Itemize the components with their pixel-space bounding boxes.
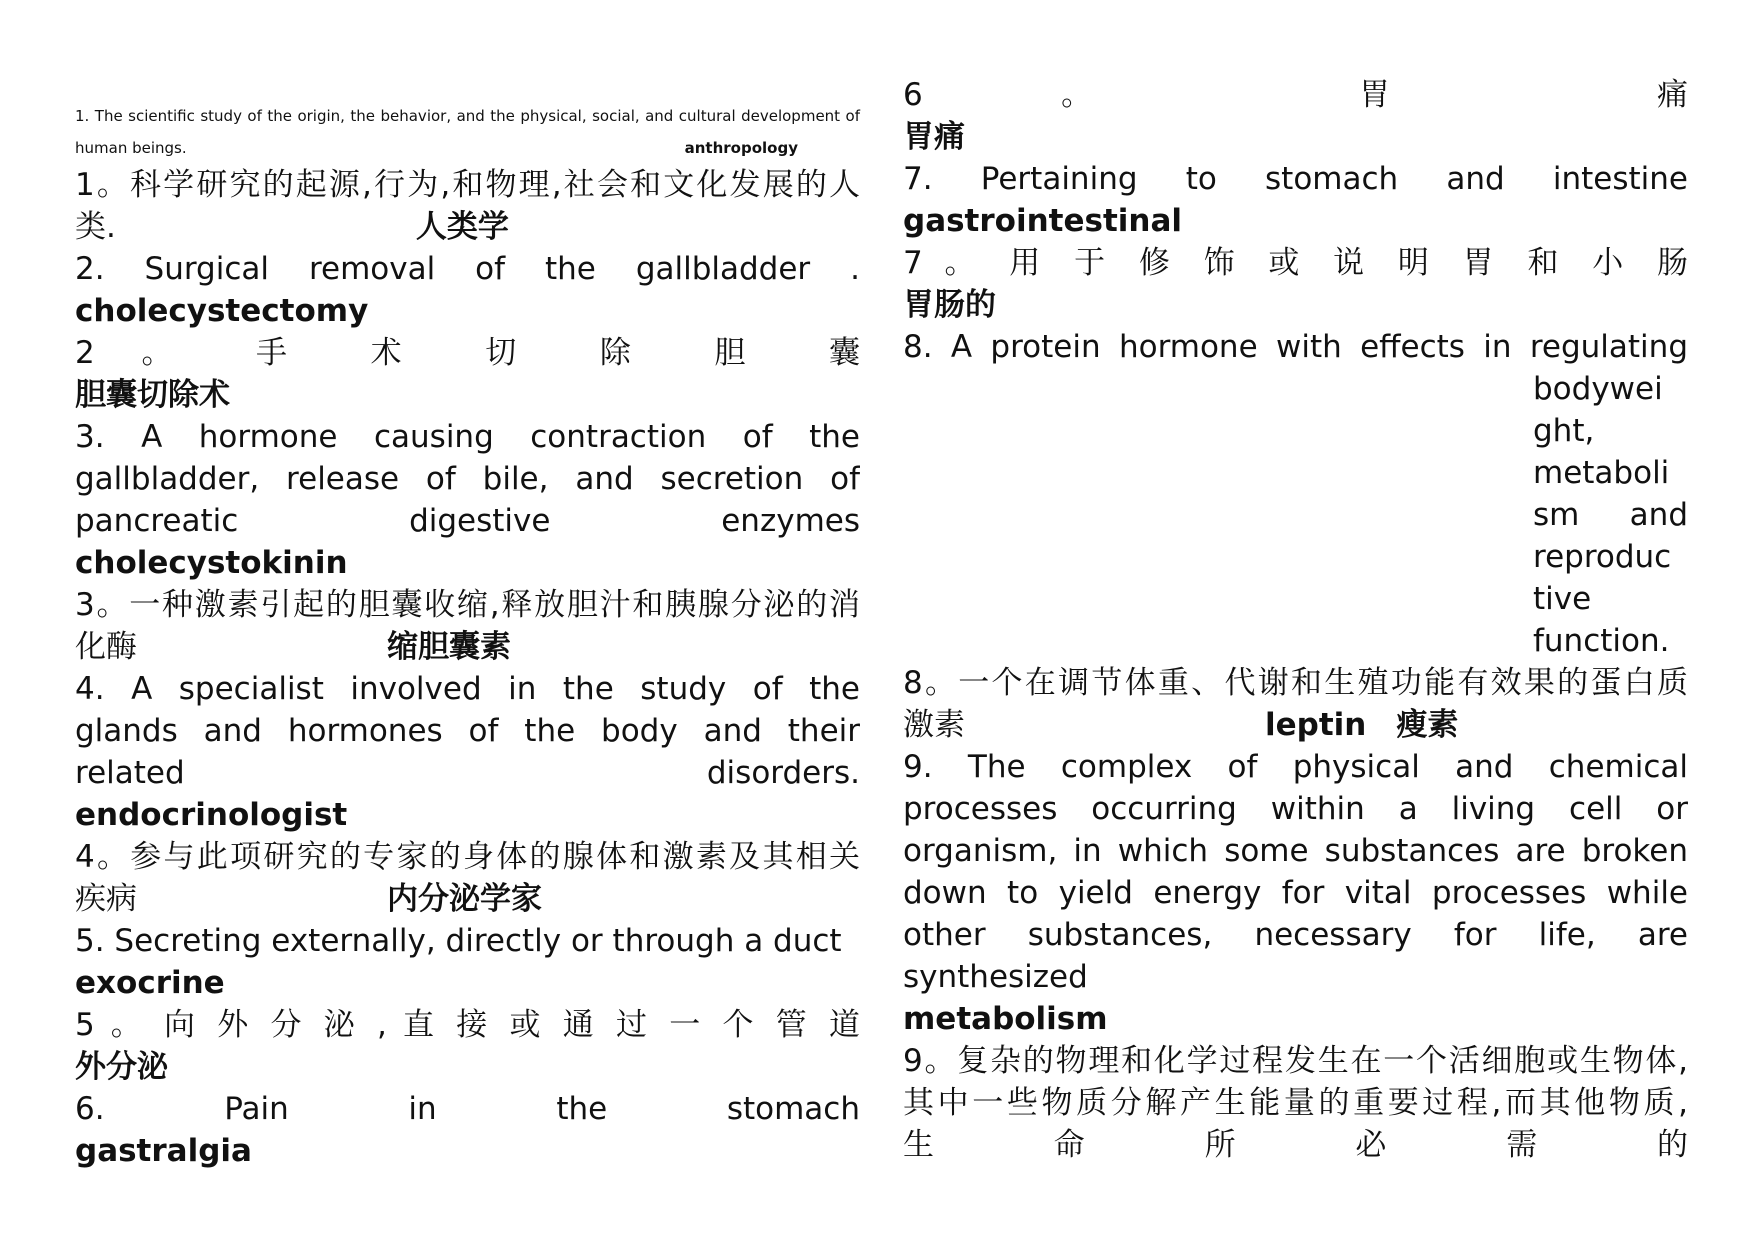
item3-zh-line1: 3。一种激素引起的胆囊收缩,释放胆汁和胰腺分泌的消 (75, 587, 860, 623)
item3-zh-text: 化酶 (75, 629, 137, 665)
item1-term: anthropology (684, 139, 798, 157)
item3-definition-line2: gallbladder, release of bile, and secretion of (75, 461, 860, 497)
item4-zh-text: 疾病 (75, 881, 137, 917)
item4-term: endocrinologist (75, 797, 348, 833)
item8-definition-wrap-2: ght, (1533, 413, 1595, 449)
item2-definition: 2. Surgical removal of the gallbladder . (75, 251, 860, 287)
item5-zh-term: 外分泌 (75, 1049, 168, 1085)
item6-zh: 6 。 胃 痛 (903, 77, 1688, 113)
item4-zh-line1: 4。参与此项研究的专家的身体的腺体和激素及其相关 (75, 839, 860, 875)
item8-definition-line1: 8. A protein hormone with effects in regulating (903, 329, 1688, 365)
item1-zh-term: 人类学 (415, 209, 509, 245)
item8-zh-line1: 8。一个在调节体重、代谢和生殖功能有效果的蛋白质 (903, 665, 1688, 701)
item3-term: cholecystokinin (75, 545, 348, 581)
item1-zh-line2 (75, 206, 860, 248)
item9-definition-line6: synthesized (903, 959, 1088, 995)
item8-definition-wrap-4: sm and (1533, 497, 1688, 533)
item1-definition-line2 (75, 132, 860, 164)
item2-zh-term: 胆囊切除术 (75, 377, 230, 413)
item6-term: gastralgia (75, 1133, 252, 1169)
item7-zh-term: 胃肠的 (903, 287, 996, 323)
item1-definition-text: human beings. (75, 139, 187, 157)
item9-definition-line3: organism, in which some substances are broken (903, 833, 1688, 869)
item4-zh-line2 (75, 878, 860, 920)
item6-zh-term: 胃痛 (903, 119, 965, 155)
item5-zh: 5 。 向 外 分 泌 , 直 接 或 通 过 一 个 管 道 (75, 1007, 860, 1043)
item6-definition: 6. Pain in the stomach (75, 1091, 860, 1127)
item3-definition-line3: pancreatic digestive enzymes (75, 503, 860, 539)
item9-zh-line2: 其中一些物质分解产生能量的重要过程,而其他物质, (903, 1085, 1688, 1121)
item8-definition-wrap-3: metaboli (1533, 455, 1670, 491)
item7-term: gastrointestinal (903, 203, 1183, 239)
item9-definition-line1: 9. The complex of physical and chemical (903, 749, 1688, 785)
item9-zh-line3: 生 命 所 必 需 的 (903, 1127, 1688, 1163)
item8-definition-wrap-7: function. (1533, 623, 1670, 659)
item8-definition-wrap-5: reproduc (1533, 539, 1672, 575)
item2-term: cholecystectomy (75, 293, 369, 329)
item4-zh-term: 内分泌学家 (387, 881, 542, 917)
item8-definition-wrap-1: bodywei (1533, 371, 1663, 407)
item8-definition-wrap-6: tive (1533, 581, 1592, 617)
item5-definition: 5. Secreting externally, directly or through a duct (75, 923, 842, 959)
left-column (75, 100, 860, 1172)
item9-definition-line2: processes occurring within a living cell or (903, 791, 1688, 827)
item5-term: exocrine (75, 965, 225, 1001)
item3-definition-line1: 3. A hormone causing contraction of the (75, 419, 860, 455)
item4-definition-line1: 4. A specialist involved in the study of the (75, 671, 860, 707)
item4-definition-line2: glands and hormones of the body and their (75, 713, 860, 749)
item9-definition-line4: down to yield energy for vital processes while (903, 875, 1688, 911)
item8-zh-term: 瘦素 (1396, 707, 1459, 743)
item1-zh-line1: 1。科学研究的起源,行为,和物理,社会和文化发展的人 (75, 167, 860, 203)
item1-definition-line1: 1. The scientific study of the origin, the behavior, and the physical, social, and cultural development of (75, 107, 860, 125)
right-column (903, 74, 1688, 1166)
item3-zh-line2 (75, 626, 860, 668)
item9-zh-line1: 9。复杂的物理和化学过程发生在一个活细胞或生物体, (903, 1043, 1688, 1079)
item1-zh-text: 类. (75, 209, 116, 245)
item7-zh: 7 。 用 于 修 饰 或 说 明 胃 和 小 肠 (903, 245, 1688, 281)
item8-zh-text: 激素 (903, 707, 965, 743)
item2-zh: 2 。 手 术 切 除 胆 囊 (75, 335, 860, 371)
item8-term: leptin (1265, 707, 1367, 743)
item9-term: metabolism (903, 1001, 1108, 1037)
item7-definition: 7. Pertaining to stomach and intestine (903, 161, 1688, 197)
item9-definition-line5: other substances, necessary for life, are (903, 917, 1688, 953)
item4-definition-line3: related disorders. (75, 755, 860, 791)
item8-zh-line2 (903, 704, 1688, 746)
item3-zh-term: 缩胆囊素 (387, 629, 511, 665)
